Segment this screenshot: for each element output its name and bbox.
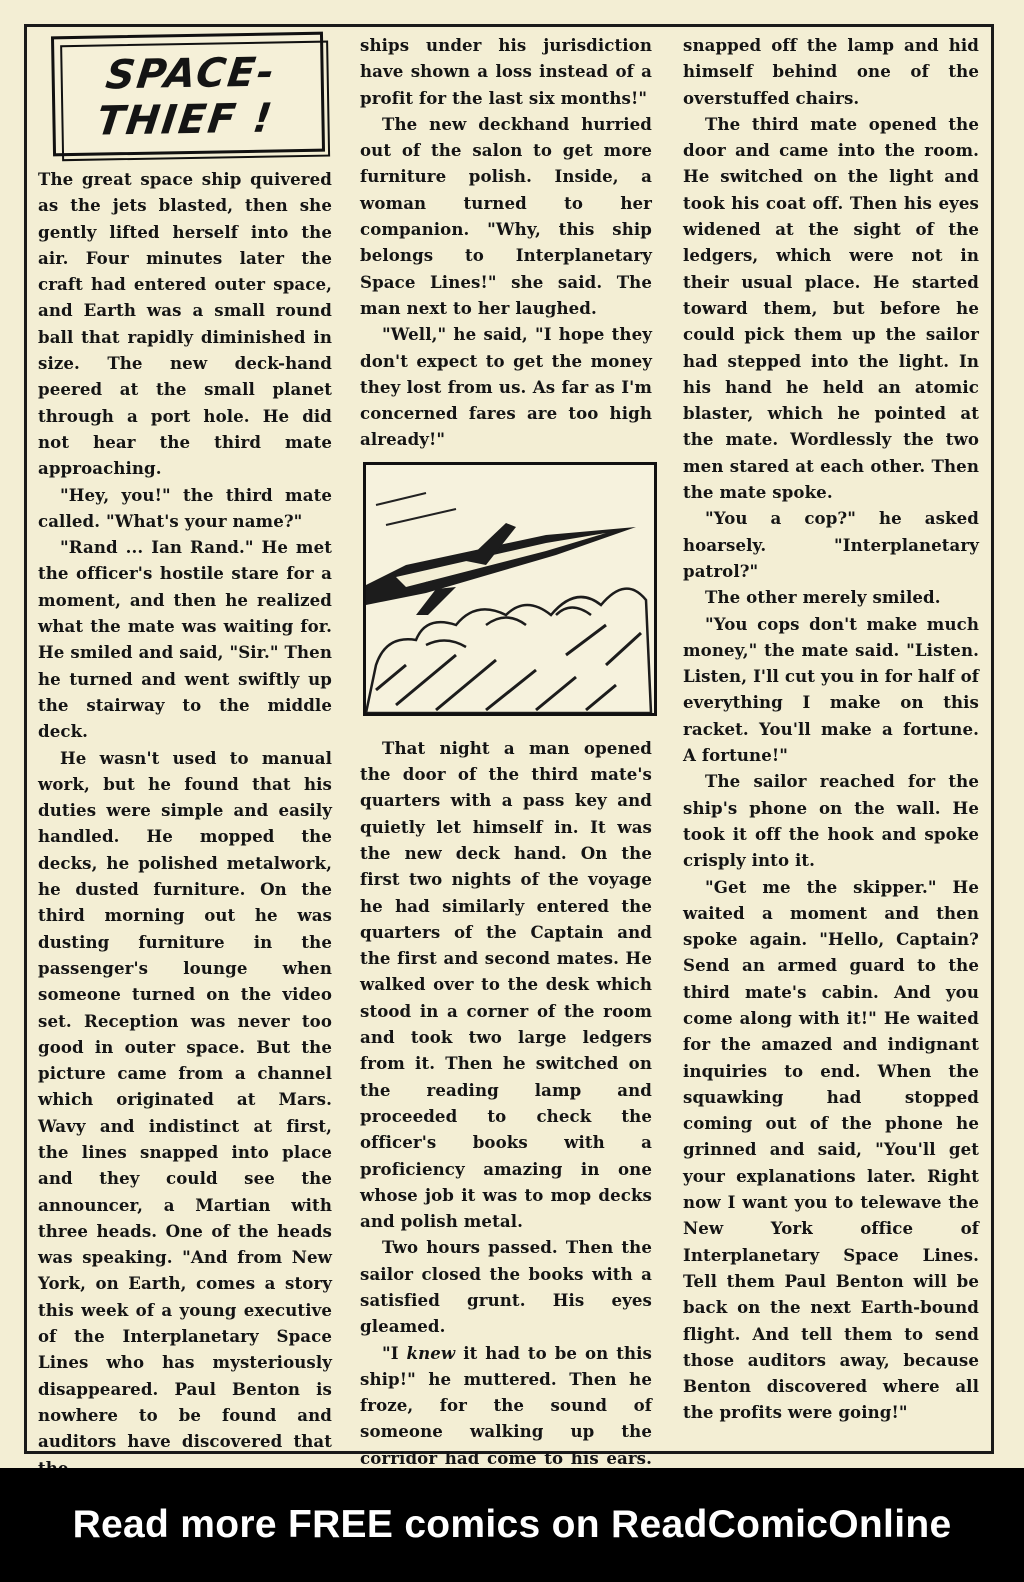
quote-rest: it had to be on this ship!" he muttered. Then he froze, for the sound of someone walking up the corridor had come to his ears. — [360, 1342, 652, 1468]
paragraph: The other merely smiled. — [705, 587, 941, 608]
story-title: SPACE- THIEF ! — [94, 49, 279, 145]
promo-banner[interactable] — [0, 1468, 1024, 1582]
paragraph: "Get me the skipper." He waited a moment and then spoke again. "Hello, Captain? Send an armed guard to the third mate's cabin. And you come along with it!" He waited for the amazed and indignant inquiries to end. When the squawking had stopped coming out of the phone he grinned and said, "You'll get your explanations later. Right now I want you to telewave the New York office of Interplanetary Space Lines. Tell them Paul Benton will be back on the next Earth-bound flight. And tell them to send those auditors away, because Benton discovered where all the profits were going!" — [683, 876, 979, 1423]
paragraph: "Well," he said, "I hope they don't expect to get the money they lost from us. As far as I'm concerned fares are too high already!" — [360, 324, 652, 450]
emphasis-knew: knew — [406, 1342, 456, 1363]
paragraph: "Hey, you!" the third mate called. "What's your name?" — [38, 484, 332, 531]
quote-start: "I — [382, 1342, 407, 1363]
text-column-1 — [38, 166, 332, 1481]
paragraph: The third mate opened the door and came into the room. He switched on the light and took his coat off. Then his eyes widened at the sight of the ledgers, which were not in their usual place. He started toward them, but before he could pick them up the sailor had stepped into the light. In his hand he held an atomic blaster, which he pointed at the mate. Wordlessly the two men stared at each other. Then the mate spoke. — [683, 113, 979, 503]
paragraph: ships under his jurisdiction have shown a loss instead of a profit for the last six months!" — [360, 35, 652, 108]
promo-banner-text[interactable]: Read more FREE comics on ReadComicOnline — [72, 1503, 952, 1546]
story-title-box — [51, 32, 325, 157]
paragraph: The new deckhand hurried out of the salon to get more furniture polish. Inside, a woman turned to her companion. "Why, this ship belongs to Interplanetary Space Lines!" she said. The man next to her laughed. — [360, 113, 652, 318]
rocket-illustration — [363, 462, 657, 716]
paragraph: "You cops don't make much money," the mate said. "Listen. Listen, I'll cut you in for half of everything I make on this racket. You'll make a fortune. A fortune!" — [683, 613, 979, 766]
paragraph: Two hours passed. Then the sailor closed the books with a satisfied grunt. His eyes gleamed. — [360, 1237, 652, 1337]
paragraph: "Rand ... Ian Rand." He met the officer's hostile stare for a moment, and then he realized what the mate was waiting for. He smiled and said, "Sir." Then he turned and went swiftly up the stairway to the middle deck. — [38, 537, 332, 742]
paragraph: "You a cop?" he asked hoarsely. "Interplanetary patrol?" — [683, 508, 979, 581]
text-column-2 — [360, 32, 652, 1497]
paragraph: snapped off the lamp and hid himself behind one of the overstuffed chairs. — [683, 35, 979, 108]
rocket-drawing — [366, 465, 654, 713]
paragraph: He wasn't used to manual work, but he found that his duties were simple and easily handled. He mopped the decks, he polished metalwork, he dusted furniture. On the third morning out he was dusting furniture in the passenger's lounge when someone turned on the video set. Reception was never too good in outer space. But the picture came from a channel which originated at Mars. Wavy and indistinct at first, the lines snapped into place and they could see the announcer, a Martian with three heads. One of the heads was speaking. "And from New York, on Earth, comes a story this week of a young executive of the Interplanetary Space Lines who has mysteriously disappeared. Paul Benton is nowhere to be found and auditors have discovered that — [38, 747, 332, 1452]
paragraph: That night a man opened the door of the third mate's quarters with a pass key and quietly let himself in. It was the new deck hand. On the first two nights of the voyage he had similarly entered the quarters of the Captain and the first and second mates. He walked over to the desk which stood in a corner of the room and took two large ledgers from it. Then he switched on the reading lamp and proceeded to check the officer's books with a proficiency amazing in one whose job it was to mop decks and polish metal. — [360, 737, 652, 1232]
text-column-3 — [683, 32, 979, 1426]
paragraph: The sailor reached for the ship's phone on the wall. He took it off the hook and spoke crisply into it. — [683, 771, 979, 871]
paragraph: The great space ship quivered as the jets blasted, then she gently lifted herself into the air. Four minutes later the craft had entered outer space, and Earth was a small round ball that rapidly diminished in size. The new deck-hand peered at the small planet through a port hole. He did not hear the third mate approaching. — [38, 169, 332, 479]
